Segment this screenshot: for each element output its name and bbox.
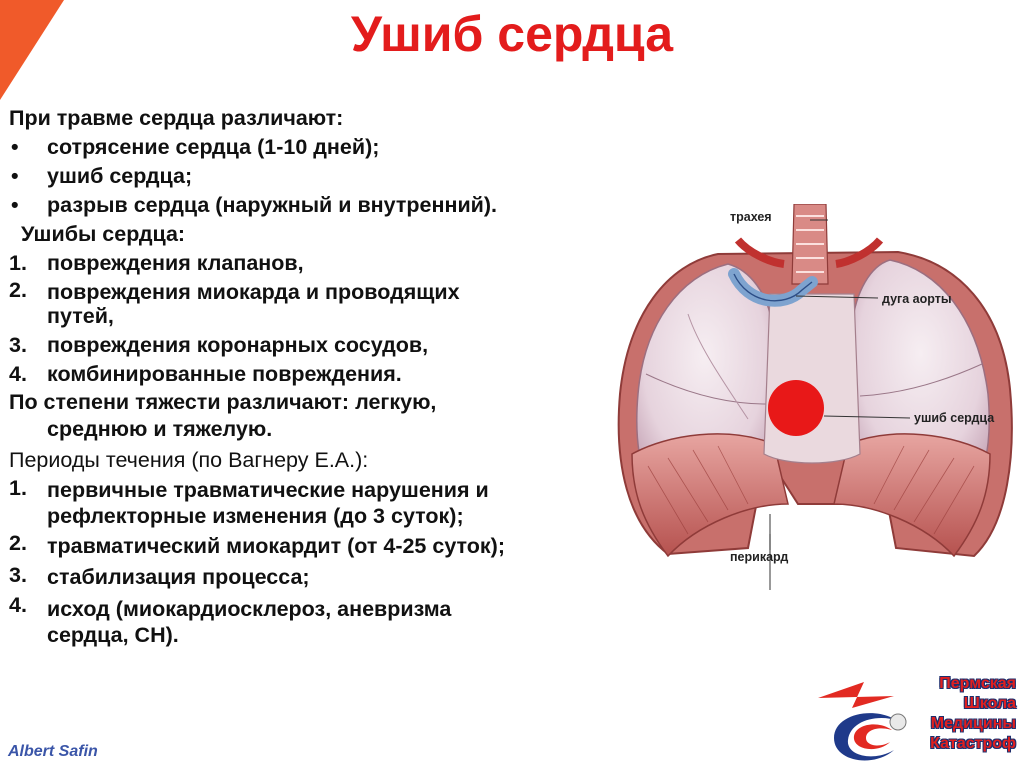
bullet-marker: • — [11, 135, 19, 159]
number-marker: 4. — [9, 362, 27, 386]
list-item-text-cont: сердца, СН). — [47, 623, 179, 647]
periods-heading: Периоды течения (по Вагнеру Е.А.): — [9, 448, 369, 472]
logo-line: Пермская — [939, 675, 1016, 692]
number-marker: 3. — [9, 333, 27, 357]
contusion-marker — [768, 380, 824, 436]
severity-line: среднюю и тяжелую. — [47, 417, 273, 441]
number-marker: 4. — [9, 593, 27, 617]
list-item-text: ушиб сердца; — [47, 164, 193, 188]
list-item — [9, 191, 609, 220]
severity-line: По степени тяжести различают: легкую, — [9, 390, 437, 414]
list-item-text: повреждения миокарда и проводящих — [47, 280, 460, 304]
number-marker: 1. — [9, 476, 27, 500]
number-marker: 2. — [9, 278, 27, 302]
list-item — [9, 561, 609, 592]
label-contusion: ушиб сердца — [914, 411, 995, 425]
logo-line: Медицины — [930, 715, 1016, 732]
bruises-heading: Ушибы сердца: — [21, 222, 186, 246]
list-item — [9, 162, 609, 191]
list-item-text: травматический миокардит (от 4-25 суток); — [47, 534, 505, 558]
lungs-heart-drawing — [598, 204, 1024, 590]
list-item-text: сотрясение сердца (1-10 дней); — [47, 135, 380, 159]
slide-body — [9, 104, 609, 648]
number-marker: 2. — [9, 531, 27, 555]
severity-text — [9, 389, 609, 443]
list-item-text: повреждения коронарных сосудов, — [47, 333, 429, 357]
label-aortic-arch: дуга аорты — [882, 292, 952, 306]
list-item — [9, 249, 609, 278]
logo-line: Катастроф — [930, 735, 1016, 752]
logo-text — [930, 674, 1016, 754]
list-item-text: повреждения клапанов, — [47, 251, 304, 275]
label-pericardium: перикард — [730, 550, 789, 564]
bullet-marker: • — [11, 193, 19, 217]
list-item — [9, 529, 609, 561]
logo-line: Школа — [963, 695, 1016, 712]
number-marker: 1. — [9, 251, 27, 275]
organization-logo — [814, 672, 1020, 766]
list-item — [9, 133, 609, 162]
list-item-text: первичные травматические нарушения и — [47, 478, 489, 502]
list-item-text-cont: путей, — [47, 304, 114, 328]
list-item-text: стабилизация процесса; — [47, 565, 310, 589]
swirl-logo-icon — [814, 678, 924, 764]
list-item-text-cont: рефлекторные изменения (до 3 суток); — [47, 504, 464, 528]
list-item — [9, 278, 609, 331]
list-item — [9, 360, 609, 389]
list-item-text: комбинированные повреждения. — [47, 362, 402, 386]
thorax-illustration — [598, 204, 1024, 590]
list-item — [9, 592, 609, 648]
list-item-text: разрыв сердца (наружный и внутренний). — [47, 193, 498, 217]
intro-text: При травме сердца различают: — [9, 106, 344, 130]
bullet-marker: • — [11, 164, 19, 188]
list-item-text: исход (миокардиосклероз, аневризма — [47, 597, 452, 621]
list-item — [9, 331, 609, 360]
number-marker: 3. — [9, 563, 27, 587]
author-signature: Albert Safin — [8, 743, 98, 760]
list-item — [9, 475, 609, 529]
slide-title: Ушиб сердца — [350, 6, 674, 62]
label-trachea: трахея — [730, 210, 772, 224]
